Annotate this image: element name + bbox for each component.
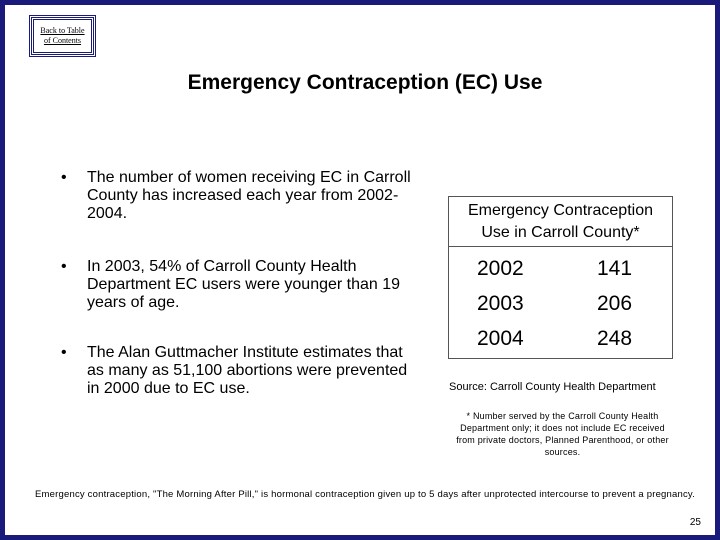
source-note: Source: Carroll County Health Department	[449, 381, 656, 393]
bullet-text: In 2003, 54% of Carroll County Health Department EC users were younger than 19 years of age.	[87, 258, 401, 311]
back-link-line2: of Contents	[43, 36, 82, 45]
table-row	[449, 323, 672, 357]
table-year: 2002	[477, 257, 524, 280]
back-to-toc-label[interactable]	[33, 19, 92, 53]
table-value: 248	[597, 327, 633, 350]
page-title: Emergency Contraception (EC) Use	[187, 71, 543, 94]
bullet-item	[61, 344, 411, 398]
table-footnote: * Number served by the Carroll County Health Department only; it does not include EC received from private doctors, Planned Parenthood, or other sources.	[456, 411, 669, 457]
bullet-text: The Alan Guttmacher Institute estimates that as many as 51,100 abortions were prevented in 2000 due to EC use.	[87, 344, 408, 397]
bullet-marker: •	[61, 344, 67, 361]
page-number: 25	[689, 517, 701, 528]
table-row	[449, 253, 672, 287]
table-value: 141	[597, 257, 633, 280]
back-to-toc-link[interactable]	[29, 15, 96, 57]
table-header-line1: Emergency Contraception	[468, 202, 653, 219]
ec-use-table	[448, 196, 673, 359]
table-row	[449, 288, 672, 322]
table-value: 206	[597, 292, 633, 315]
table-header-line2: Use in Carroll County*	[481, 224, 640, 241]
table-year: 2004	[477, 327, 524, 350]
bullet-marker: •	[61, 258, 67, 275]
bullet-text: The number of women receiving EC in Carroll County has increased each year from 2002-2004.	[87, 169, 411, 222]
bullet-marker: •	[61, 169, 67, 186]
definition-note: Emergency contraception, "The Morning After Pill," is hormonal contraception given up to 5 days after unprotected intercourse to prevent a pregnancy.	[35, 489, 696, 500]
table-header	[449, 197, 672, 247]
table-year: 2003	[477, 292, 524, 315]
bullet-item	[61, 258, 411, 312]
back-link-line1: Back to Table	[40, 26, 85, 35]
bullet-item	[61, 169, 411, 223]
